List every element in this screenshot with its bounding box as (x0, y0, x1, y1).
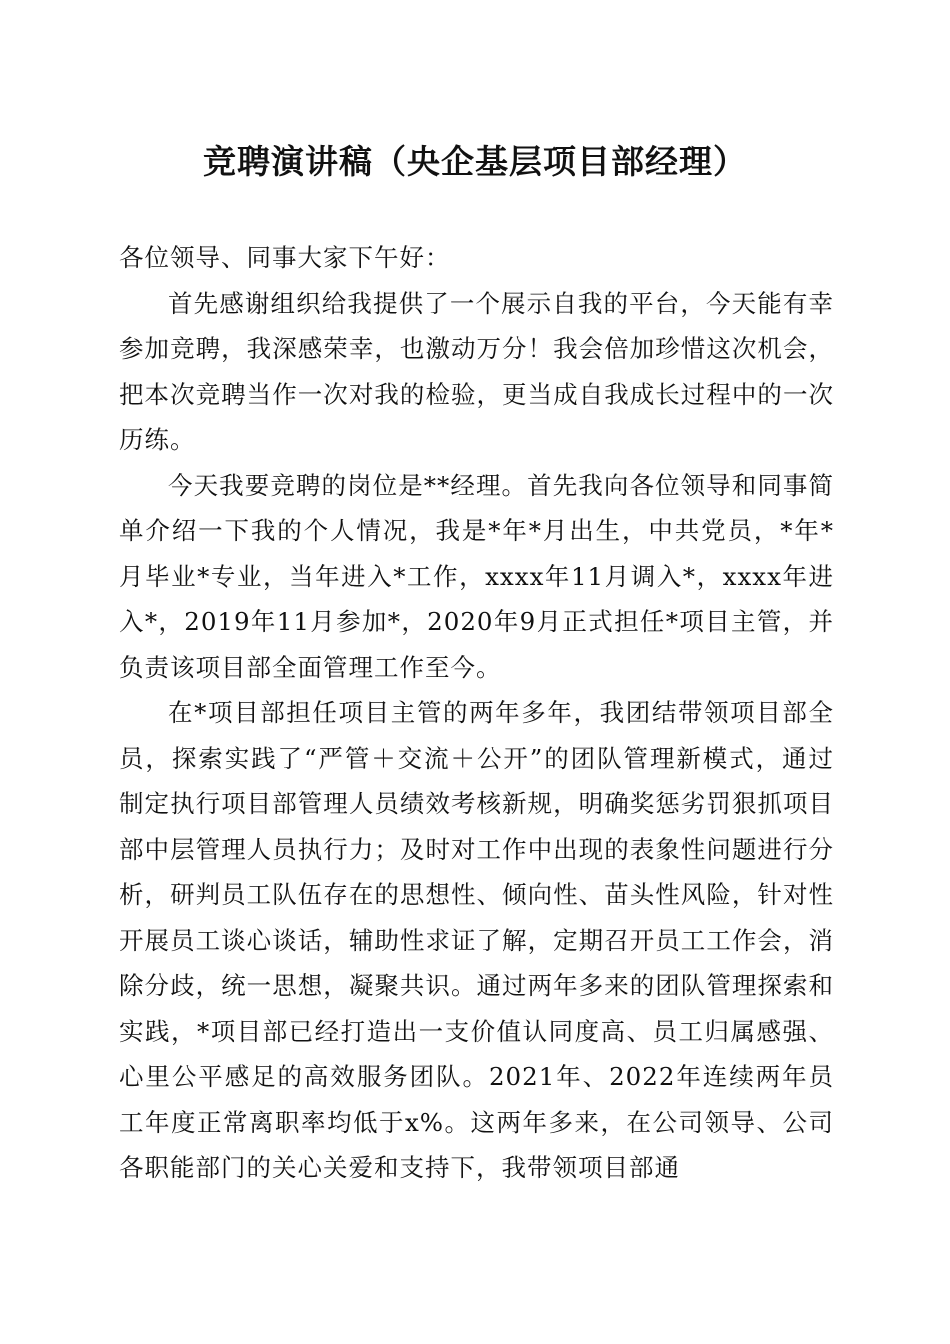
paragraph-3: 在*项目部担任项目主管的两年多年，我团结带领项目部全员，探索实践了“严管＋交流＋公开”的团队管理新模式，通过制定执行项目部管理人员绩效考核新规，明确奖惩劣罚狠抓项目部中层管理人员执行力；及时对工作中出现的表象性问题进行分析，研判员工队伍存在的思想性、倾向性、苗头性风险，针对性开展员工谈心谈话，辅助性求证了解，定期召开员工工作会，消除分歧，统一思想，凝聚共识。通过两年多来的团队管理探索和实践，*项目部已经打造出一支价值认同度高、员工归属感强、心里公平感足的高效服务团队。2021年、2022年连续两年员工年度正常离职率均低于x%。这两年多来，在公司领导、公司各职能部门的关心关爱和支持下，我带领项目部通 (119, 698, 834, 1182)
greeting-line: 各位领导、同事大家下午好： (119, 243, 451, 272)
document-body (119, 235, 834, 1191)
paragraph-1: 首先感谢组织给我提供了一个展示自我的平台，今天能有幸参加竞聘，我深感荣幸，也激动万分！我会倍加珍惜这次机会，把本次竞聘当作一次对我的检验，更当成自我成长过程中的一次历练。 (119, 288, 834, 454)
document-title: 竞聘演讲稿（央企基层项目部经理） (203, 142, 747, 181)
paragraph-2: 今天我要竞聘的岗位是**经理。首先我向各位领导和同事简单介绍一下我的个人情况，我是*年*月出生，中共党员，*年*月毕业*专业，当年进入*工作，xxxx年11月调入*，xxxx年进入*，2019年11月参加*，2020年9月正式担任*项目主管，并负责该项目部全面管理工作至今。 (119, 470, 834, 682)
